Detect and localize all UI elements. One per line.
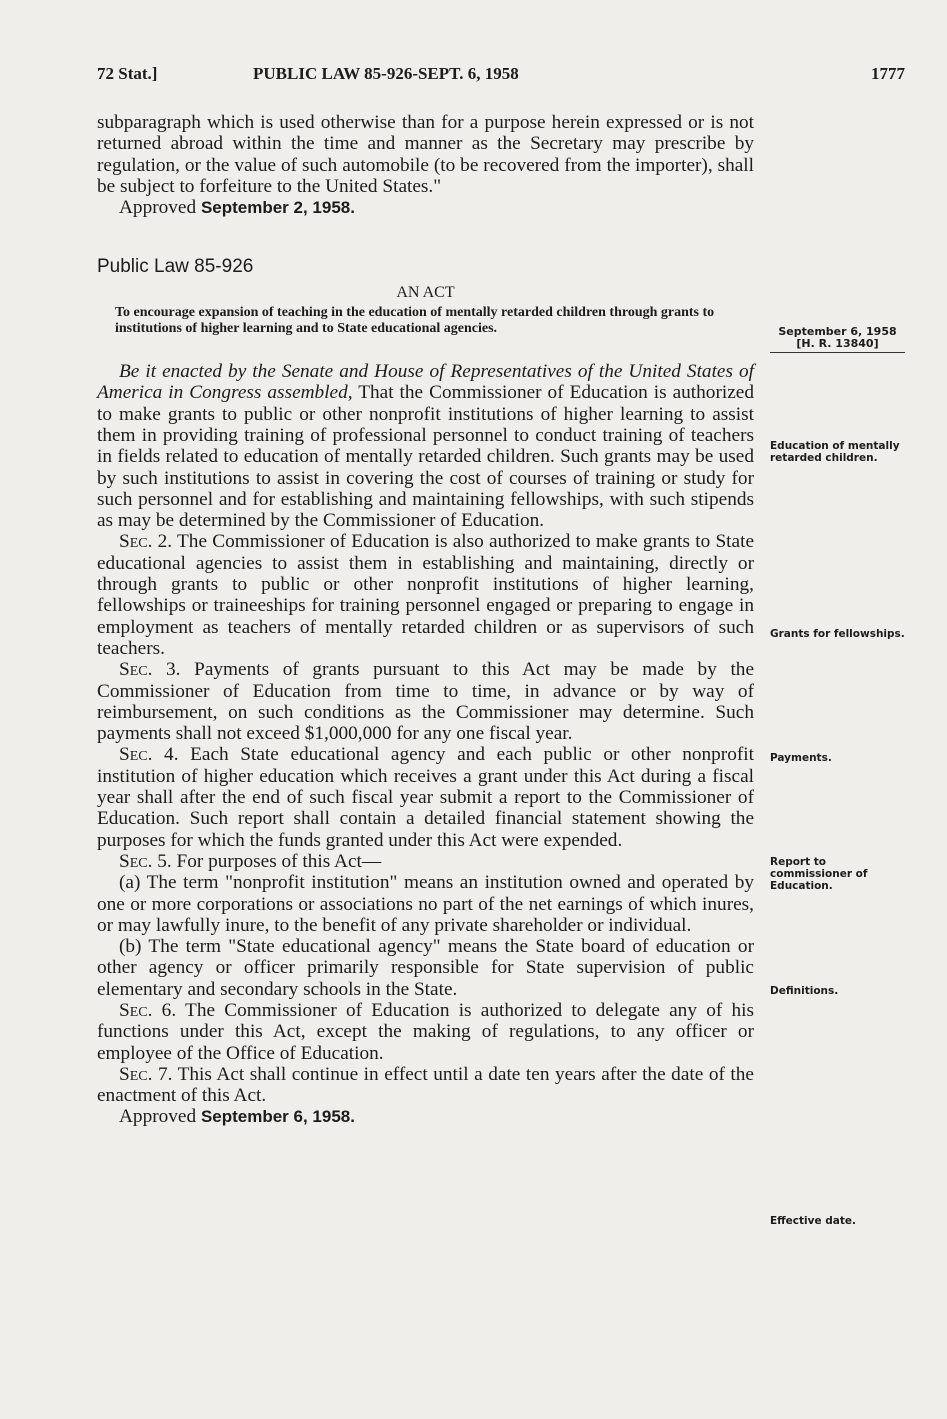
margin-note-payments: Payments.	[770, 752, 832, 764]
section-1	[97, 361, 754, 531]
approved-date: September 2, 1958.	[200, 198, 355, 218]
margin-note-grants: Grants for fellowships.	[770, 628, 905, 640]
page-number: 1777	[871, 64, 905, 83]
section-6-label: Sec. 6.	[119, 999, 177, 1021]
margin-note-education: Education of mentally retarded children.	[770, 440, 900, 464]
body-text	[97, 112, 754, 1128]
header-title: PUBLIC LAW 85-926-SEPT. 6, 1958	[253, 64, 519, 83]
section-6-text: The Commissioner of Education is authorized to delegate any of his functions under this Act, except the making of regulations, to any officer or employee of the Office of Education.	[97, 999, 754, 1064]
final-approved-label: Approved	[119, 1106, 197, 1128]
margin-date: September 6, 1958	[778, 325, 897, 338]
section-7-label: Sec. 7.	[119, 1063, 173, 1085]
final-approved	[97, 1106, 754, 1127]
section-3-text: Payments of grants pursuant to this Act may be made by the Commissioner of Education from time to time, in advance or by way of reimbursement, on such conditions as the Commissioner may determine. Such payments shall not exceed $1,000,000 for any one fiscal year.	[97, 659, 754, 745]
prior-act-approved	[97, 197, 754, 218]
margin-bill-number: [H. R. 13840]	[770, 338, 905, 353]
section-7-text: This Act shall continue in effect until a date ten years after the date of the enactment of this Act.	[97, 1063, 754, 1107]
section-1-text: That the Commissioner of Education is authorized to make grants to public or other nonprofit institutions of higher learning to assist them in providing training of professional personnel to conduct training of teachers in fields related to education of mentally retarded children. Such grants may be used by such institutions to assist in covering the cost of courses of training or study for such personnel and for establishing and maintaining fellowships, with such stipends as may be determined by the Commissioner of Education.	[97, 382, 754, 532]
section-7	[97, 1064, 754, 1107]
public-law-number: Public Law 85-926	[97, 256, 254, 278]
section-5-label: Sec. 5.	[119, 850, 172, 872]
statute-volume: 72 Stat.]	[97, 64, 158, 83]
section-3-label: Sec. 3.	[119, 659, 181, 681]
margin-bill-info	[770, 326, 905, 353]
section-6	[97, 1000, 754, 1064]
section-3	[97, 659, 754, 744]
margin-note-effective: Effective date.	[770, 1215, 856, 1227]
final-approved-date: September 6, 1958.	[200, 1107, 355, 1127]
prior-act-text: subparagraph which is used otherwise than for a purpose herein expressed or is not returned abroad within the time and manner as the Secretary may prescribe by regulation, or the value of such automobile (to be recovered from the importer), shall be subject to forfeiture to the United States."	[97, 112, 754, 197]
act-heading: AN ACT	[396, 283, 455, 301]
act-purpose: To encourage expansion of teaching in the education of mentally retarded children through grants to institutions of higher learning and to State educational agencies.	[115, 305, 715, 337]
section-4-text: Each State educational agency and each public or other nonprofit institution of higher education which receives a grant under this Act during a fiscal year shall after the end of such fiscal year submit a report to the Commissioner of Education. Such report shall contain a detailed financial statement showing the purposes for which the funds granted under this Act were expended.	[97, 744, 755, 851]
section-5a: (a) The term "nonprofit institution" means an institution owned and operated by one or more corporations or associations no part of the net earnings of which inures, or may lawfully inure, to the benefit of any private shareholder or individual.	[97, 872, 754, 936]
margin-note-report: Report to commissioner of Education.	[770, 856, 868, 892]
margin-note-definitions: Definitions.	[770, 985, 839, 997]
section-4-label: Sec. 4.	[119, 744, 179, 766]
section-5-text: For purposes of this Act—	[176, 850, 382, 872]
approved-label: Approved	[119, 197, 197, 219]
enacting-clause: Be it enacted by the Senate and House of Representatives of the United States of America in Congress assembled,	[97, 361, 754, 404]
section-4	[97, 744, 754, 850]
section-2	[97, 531, 754, 659]
section-5	[97, 851, 754, 872]
running-header	[97, 64, 905, 88]
section-5b: (b) The term "State educational agency" means the State board of education or other agency or officer primarily responsible for State supervision of public elementary and secondary schools in the State.	[97, 936, 754, 1000]
section-2-label: Sec. 2.	[119, 531, 173, 553]
section-2-text: The Commissioner of Education is also authorized to make grants to State educational agencies to assist them in establishing and maintaining, directly or through grants to public or other nonprofit institutions of higher learning, fellowships or traineeships for training personnel engaged or preparing to engage in employment as teachers of mentally retarded children or as supervisors of such teachers.	[97, 531, 755, 659]
